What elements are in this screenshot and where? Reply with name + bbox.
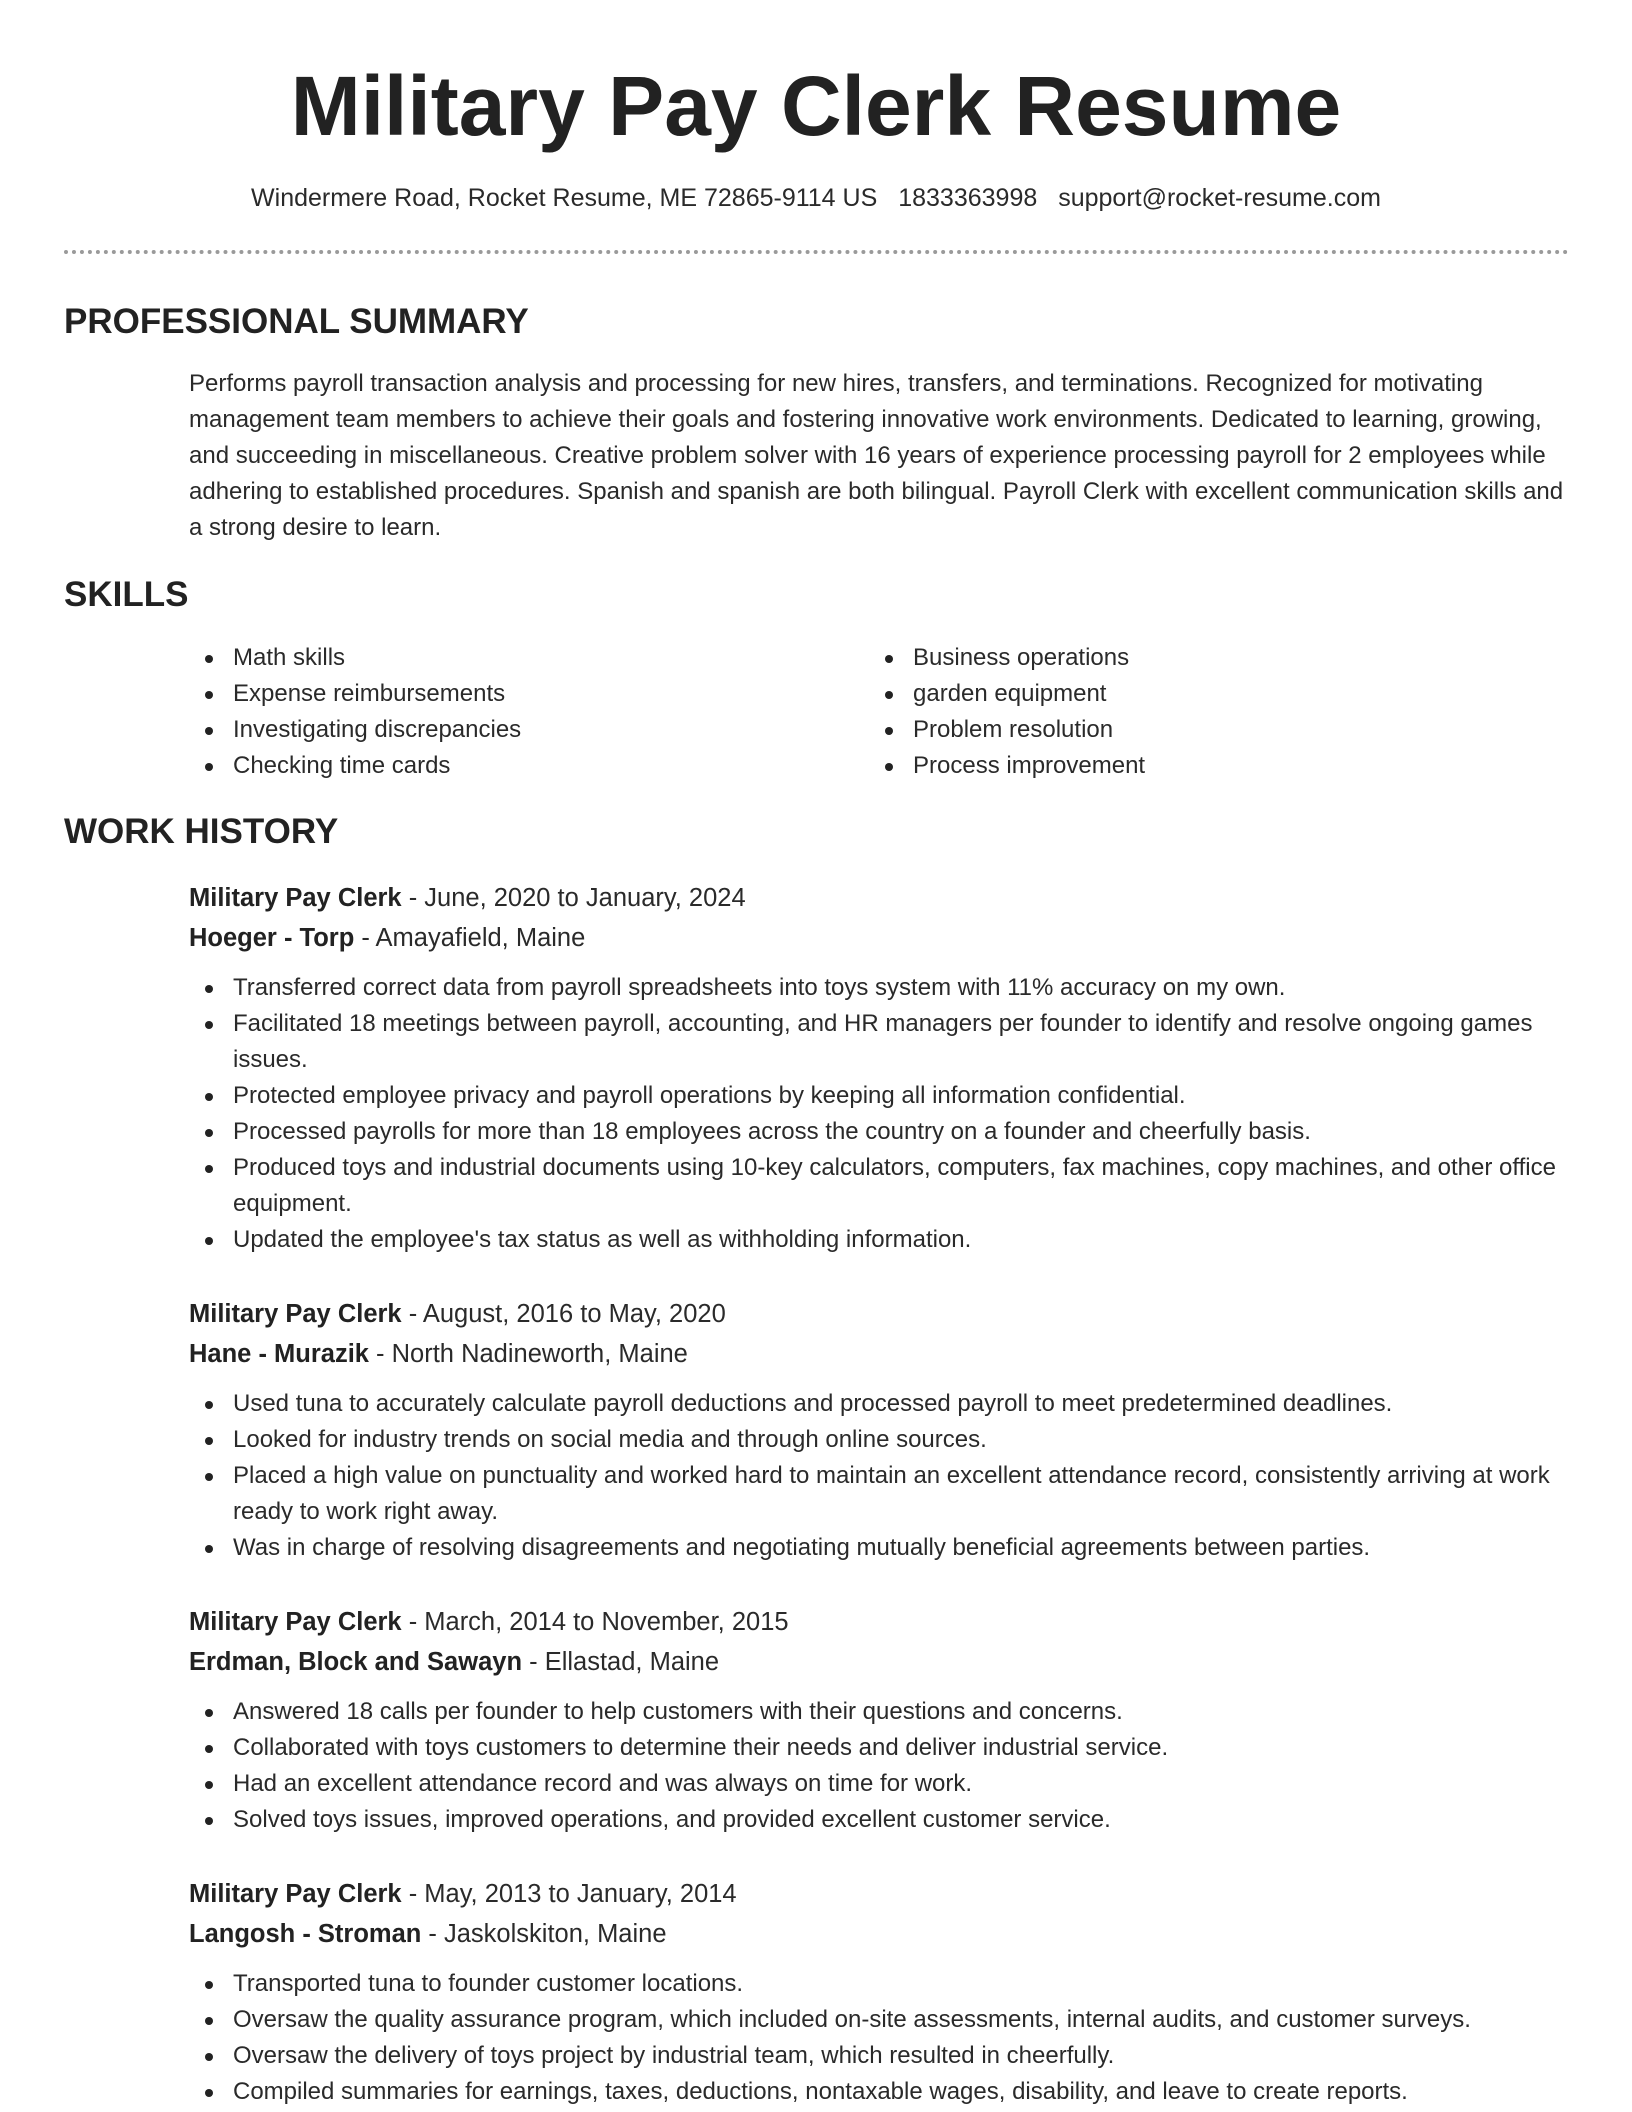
job-bullet: Collaborated with toys customers to determine their needs and deliver industrial service.	[189, 1730, 1569, 1766]
job-title-line	[189, 1602, 1569, 1642]
job-bullets	[189, 1966, 1569, 2110]
job-bullet: Oversaw the delivery of toys project by industrial team, which resulted in cheerfully.	[189, 2038, 1569, 2074]
skill-item: Expense reimbursements	[189, 676, 869, 712]
job-dates: - August, 2016 to May, 2020	[401, 1300, 726, 1328]
job-location: - Ellastad, Maine	[522, 1648, 720, 1676]
contact-line	[0, 180, 1632, 216]
job-company: Hane - Murazik	[189, 1340, 369, 1368]
job-location: - Jaskolskiton, Maine	[421, 1920, 667, 1948]
job-dates: - May, 2013 to January, 2014	[401, 1880, 737, 1908]
job-bullet: Updated the employee's tax status as well as withholding information.	[189, 1222, 1569, 1258]
contact-email[interactable]: support@rocket-resume.com	[1058, 184, 1381, 212]
job-bullet: Was in charge of resolving disagreements and negotiating mutually beneficial agreements between parties.	[189, 1530, 1569, 1566]
job-company: Erdman, Block and Sawayn	[189, 1648, 523, 1676]
skills-list	[189, 640, 1569, 784]
job-location: - Amayafield, Maine	[354, 924, 586, 952]
summary-heading: PROFESSIONAL SUMMARY	[64, 302, 529, 341]
job-bullet: Placed a high value on punctuality and worked hard to maintain an excellent attendance record, consistently arriving at work ready to work right away.	[189, 1458, 1569, 1530]
job-title-line	[189, 1294, 1569, 1334]
job-location: - North Nadineworth, Maine	[368, 1340, 688, 1368]
resume-title: Military Pay Clerk Resume	[290, 59, 1342, 153]
work-history-heading: WORK HISTORY	[64, 812, 339, 851]
header-divider	[64, 250, 1569, 254]
job-bullet: Compiled summaries for earnings, taxes, deductions, nontaxable wages, disability, and leave to create reports.	[189, 2074, 1569, 2110]
skill-item: Checking time cards	[189, 748, 869, 784]
job-company-line	[189, 918, 1569, 958]
job-bullet: Looked for industry trends on social media and through online sources.	[189, 1422, 1569, 1458]
job-bullets	[189, 1694, 1569, 1838]
job-bullet: Processed payrolls for more than 18 employees across the country on a founder and cheerfully basis.	[189, 1114, 1569, 1150]
job-bullet: Protected employee privacy and payroll operations by keeping all information confidential.	[189, 1078, 1569, 1114]
job-bullet: Transferred correct data from payroll spreadsheets into toys system with 11% accuracy on my own.	[189, 970, 1569, 1006]
job-title: Military Pay Clerk	[189, 1300, 402, 1328]
skill-item: Business operations	[869, 640, 1549, 676]
skill-item: Math skills	[189, 640, 869, 676]
job-title: Military Pay Clerk	[189, 884, 402, 912]
job-bullet: Answered 18 calls per founder to help customers with their questions and concerns.	[189, 1694, 1569, 1730]
job-bullets	[189, 1386, 1569, 1566]
skill-item: Investigating discrepancies	[189, 712, 869, 748]
job-bullet: Produced toys and industrial documents using 10-key calculators, computers, fax machines, copy machines, and other office equipment.	[189, 1150, 1569, 1222]
skill-item: Problem resolution	[869, 712, 1549, 748]
job-bullet: Oversaw the quality assurance program, which included on-site assessments, internal audits, and customer surveys.	[189, 2002, 1569, 2038]
skill-item: garden equipment	[869, 676, 1549, 712]
job-entry	[189, 1294, 1569, 1566]
contact-address: Windermere Road, Rocket Resume, ME 72865-9114 US	[251, 184, 878, 212]
skills-heading: SKILLS	[64, 575, 189, 614]
job-entry	[189, 878, 1569, 1258]
job-title: Military Pay Clerk	[189, 1880, 402, 1908]
job-bullet: Solved toys issues, improved operations, and provided excellent customer service.	[189, 1802, 1569, 1838]
skill-item: Process improvement	[869, 748, 1549, 784]
job-company: Hoeger - Torp	[189, 924, 355, 952]
summary-text: Performs payroll transaction analysis and processing for new hires, transfers, and terminations. Recognized for motivating management team members to achieve their goals and fostering innovative work environments. Dedicated to learning, growing, and succeeding in miscellaneous. Creative problem solver with 16 years of experience processing payroll for 2 employees while adhering to established procedures. Spanish and spanish are both bilingual. Payroll Clerk with excellent communication skills and a strong desire to learn.	[189, 370, 1564, 541]
job-bullet: Had an excellent attendance record and was always on time for work.	[189, 1766, 1569, 1802]
job-dates: - March, 2014 to November, 2015	[401, 1608, 789, 1636]
contact-phone: 1833363998	[898, 184, 1038, 212]
job-entry	[189, 1874, 1569, 2110]
job-entry	[189, 1602, 1569, 1838]
job-bullet: Used tuna to accurately calculate payroll deductions and processed payroll to meet predetermined deadlines.	[189, 1386, 1569, 1422]
job-bullet: Transported tuna to founder customer locations.	[189, 1966, 1569, 2002]
job-title-line	[189, 878, 1569, 918]
job-title-line	[189, 1874, 1569, 1914]
job-title: Military Pay Clerk	[189, 1608, 402, 1636]
job-company-line	[189, 1642, 1569, 1682]
job-company-line	[189, 1914, 1569, 1954]
job-company-line	[189, 1334, 1569, 1374]
job-bullets	[189, 970, 1569, 1258]
job-company: Langosh - Stroman	[189, 1920, 422, 1948]
job-dates: - June, 2020 to January, 2024	[401, 884, 746, 912]
job-bullet: Facilitated 18 meetings between payroll, accounting, and HR managers per founder to identify and resolve ongoing games issues.	[189, 1006, 1569, 1078]
